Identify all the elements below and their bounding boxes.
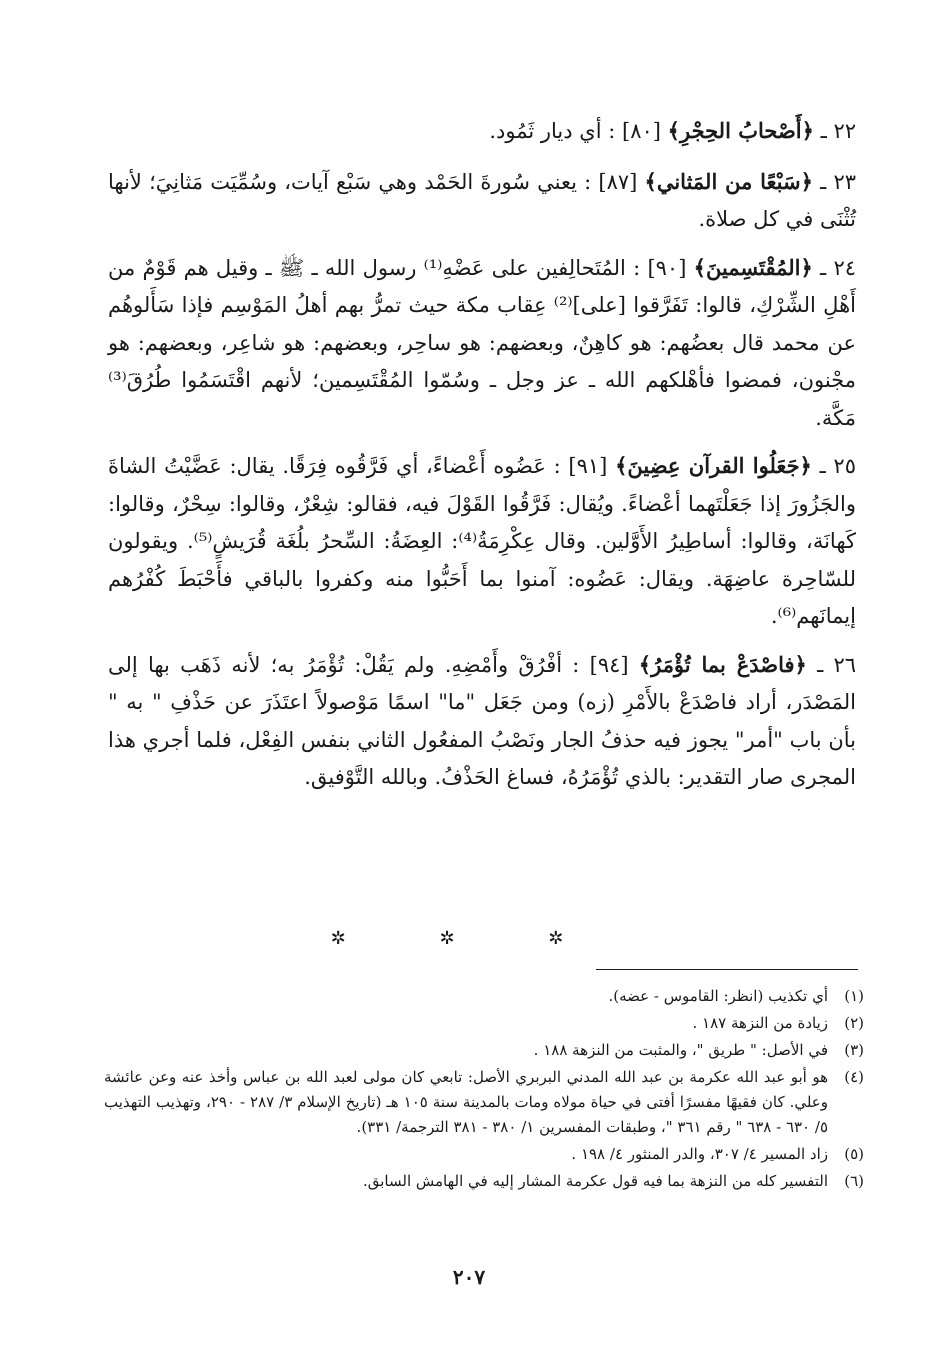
entry-text: : أي ديار ثَمُود.: [489, 119, 616, 143]
entry-23: [108, 163, 856, 239]
footnote-number: (٦): [844, 1172, 864, 1190]
quran-term: ﴿سَبْعًا من المَثاني﴾: [644, 168, 813, 194]
footnote-number: (٣): [844, 1041, 864, 1059]
section-divider-stars: ✲ ✲ ✲: [330, 928, 608, 949]
footnote: [104, 1038, 864, 1063]
footnote: [104, 1142, 864, 1167]
page-number: ٢٠٧: [452, 1265, 486, 1289]
verse-reference: [٨٧]: [598, 169, 638, 194]
main-text: [108, 112, 856, 807]
footnotes: [104, 984, 864, 1196]
verse-reference: [٨٠]: [622, 119, 661, 143]
footnote: [104, 1169, 864, 1194]
quran-term: ﴿أَصْحابُ الحِجْرِ﴾: [667, 118, 814, 143]
footnote: [104, 1065, 864, 1140]
footnote-number: (٢): [844, 1014, 864, 1032]
footnote-text: زيادة من النزهة ١٨٧ .: [692, 1014, 828, 1032]
quran-term: ﴿فاصْدَعْ بما تُؤْمَرُ﴾: [638, 651, 807, 677]
entry-number: ٢٥ ـ: [819, 454, 856, 478]
footnote-text: هو أبو عبد الله عكرمة بن عبد الله المدني البربري الأصل: تابعي كان مولى لعبد الله بن عباس وأخذ عنه وعن عائشة وعلي. كان فقيهًا مفسرًا أفتى في حياة مولاه ومات بالمدينة سنة ١٠٥ هـ (تاريخ الإسلام ٣/ ٢٨٧ - ٢٩٠، وتهذيب التهذيب ٥/ ٦٣٠ - ٦٣٨ " رقم ٣٦١ "، وطبقات المفسرين ١/ ٣٨٠ - ٣٨١ الترجمة/ ٣٣١).: [104, 1068, 828, 1136]
quran-term: ﴿المُقْتَسِمينَ﴾: [693, 254, 813, 280]
footnote-number: (١): [844, 987, 864, 1005]
entry-number: ٢٦ ـ: [817, 652, 856, 677]
entry-25: [108, 447, 856, 636]
quran-term: ﴿جَعَلُوا القرآن عِضِينَ﴾: [615, 453, 812, 478]
footnote-text: التفسير كله من النزهة بما فيه قول عكرمة المشار إليه في الهامش السابق.: [362, 1172, 828, 1190]
footnote: [104, 1011, 864, 1036]
verse-reference: [٩٤]: [589, 652, 629, 677]
verse-reference: [٩١]: [568, 454, 608, 478]
entry-text: : عَضُوه أَعْضاءً، أي فَرَّقُوه فِرَقًا. يقال: عَضَّيْتُ الشاةَ والجَزُورَ إذا جَعَلْتَهما أعْضاءً. ويُقال: فَرَّقُوا القَوْلَ فيه، فقالو: شِعْرٌ، وقالوا: سِحْرٌ، وقالوا: كَهانَة، وقالوا: أساطِيرُ الأَوَّلين. وقال عِكْرِمَةُ⁽⁴⁾: العِضَةُ: السِّحرُ بلُغَة قُرَيشٍ⁽⁵⁾. ويقولون للسّاحِرة عاضِهَة. ويقال: عَضُوه: آمنوا بما أَحَبُّوا منه وكفروا بالباقي فأَحْبَطَ كُفْرُهم إيمانَهم⁽⁶⁾.: [108, 454, 856, 628]
footnote-number: (٤): [844, 1068, 864, 1086]
verse-reference: [٩٠]: [647, 255, 687, 280]
entry-22: [108, 112, 856, 151]
entry-number: ٢٤ ـ: [820, 255, 856, 280]
footnote-separator: [596, 969, 858, 970]
entry-number: ٢٢ ـ: [820, 119, 856, 143]
footnote-number: (٥): [844, 1145, 864, 1163]
footnote-text: زاد المسير ٤/ ٣٠٧، والدر المنثور ٤/ ١٩٨ .: [571, 1145, 828, 1163]
entry-number: ٢٣ ـ: [820, 169, 856, 194]
footnote-text: في الأصل: " طريق "، والمثبت من النزهة ١٨٨ .: [533, 1041, 828, 1059]
entry-text: : أفْرُقْ وأَمْضِهِ. ولم يَقُلْ: تُؤْمَرُ به؛ لأنه ذَهَب بها إلى المَصْدَر، أراد فاصْدَعْ بالأَمْرِ (زه) ومن جَعَل "ما" اسمًا مَوْصولاً اعتَذَرَ عن حَذْفِ " به " بأن باب "أمر" يجوز فيه حذفُ الجار ونَصْبُ المفعُول الثاني بنفس الفِعْل، فلما أجري هذا المجرى صار التقدير: بالذي تُؤْمَرُهُ، فساغ الحَذْفُ. وبالله التَّوْفيق.: [108, 652, 856, 789]
entry-26: [108, 646, 856, 797]
entry-text: : يعني سُورةَ الحَمْد وهي سَبْع آيات، وسُمِّيَت مَثانِيَ؛ لأنها تُثْنَى في كل صلاة.: [108, 169, 856, 231]
footnote-text: أي تكذيب (انظر: القاموس - عضه).: [608, 987, 828, 1005]
footnote: [104, 984, 864, 1009]
entry-text: : المُتَحالِفين على عَضْهِ⁽¹⁾ رسول الله ـ ﷺ ـ وقيل هم قَوْمٌ من أَهْلِ الشِّرْكِ، قالوا: تَفَرَّقوا [على]⁽²⁾ عِقاب مكة حيث تمرُّ بهم أهلُ المَوْسِم فإذا سَأَلوهُم عن محمد قال بعضُهم: هو كاهِنٌ، وبعضهم: هو ساحِر، وبعضهم: هو شاعِر، وبعضهم: هو مجْنون، فمضوا فأهْلكهم الله ـ عز وجل ـ وسُمّوا المُقْتَسِمين؛ لأنهم اقْتَسَمُوا طُرُقَ⁽³⁾ مَكَّة.: [108, 255, 856, 430]
entry-24: [108, 249, 856, 438]
